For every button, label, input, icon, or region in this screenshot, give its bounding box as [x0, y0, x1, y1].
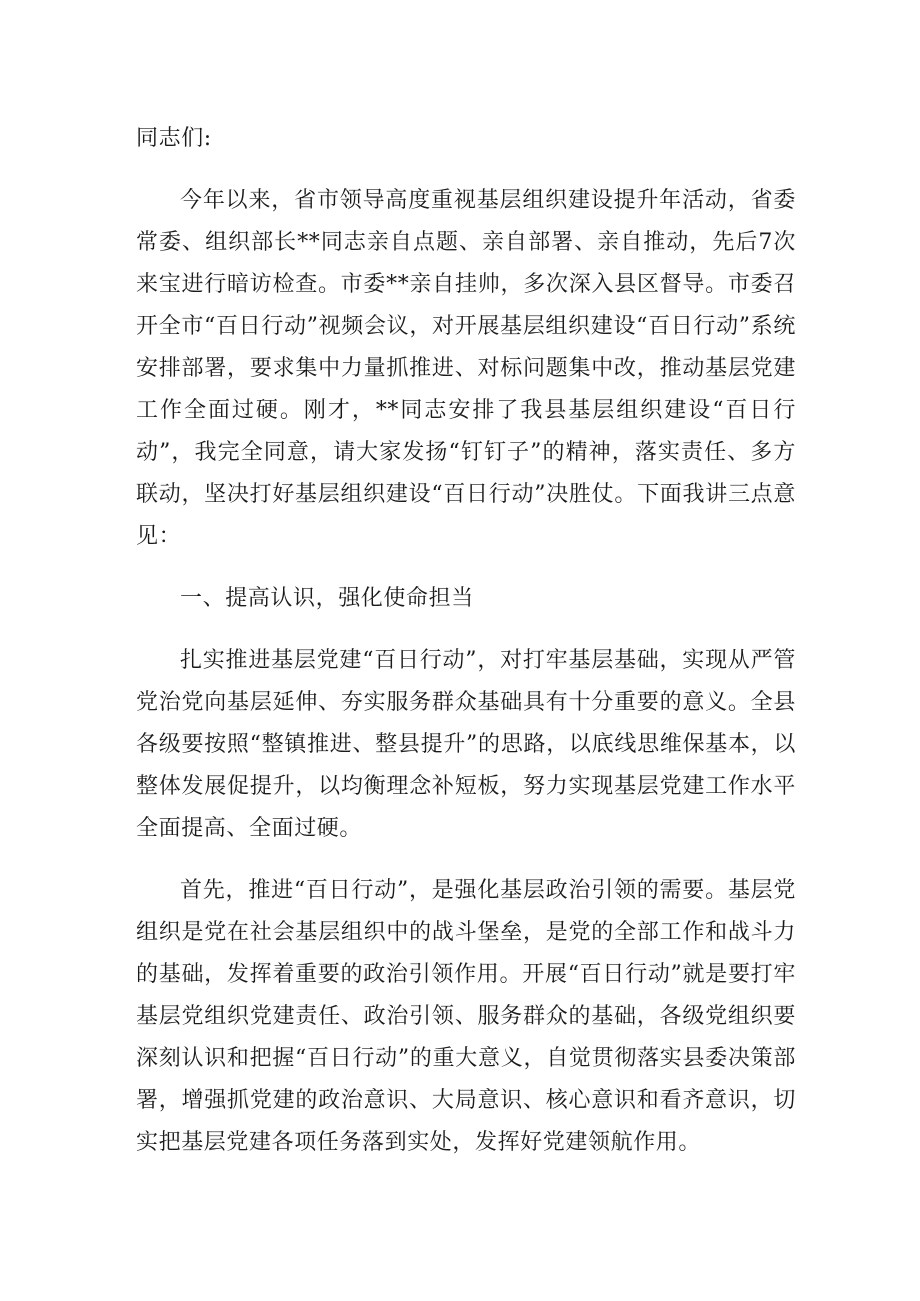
section-heading-1: 一、提高认识，强化使命担当 [180, 586, 474, 611]
greeting: 同志们: [136, 126, 212, 151]
paragraph-intro: 今年以来，省市领导高度重视基层组织建设提升年活动，省委常委、组织部长**同志亲自点题、亲自部署、亲自推动，先后7次来宝进行暗访检查。市委**亲自挂帅，多次深入县区督导。市委召开全市“百日行动”视频会议，对开展基层组织建设“百日行动”系统安排部署，要求集中力量抓推进、对标问题集中改，推动基层党建工作全面过硬。刚才，**同志安排了我县基层组织建设“百日行动”，我完全同意，请大家发扬“钉钉子”的精神，落实责任、多方联动，坚决打好基层组织建设“百日行动”决胜仗。下面我讲三点意见： [136, 188, 796, 549]
paragraph-first-point: 首先，推进“百日行动”，是强化基层政治引领的需要。基层党组织是党在社会基层组织中的战斗堡垒，是党的全部工作和战斗力的基础，发挥着重要的政治引领作用。开展“百日行动”就是要打牢基层党组织党建责任、政治引领、服务群众的基础，各级党组织要深刻认识和把握“百日行动”的重大意义，自觉贯彻落实县委决策部署，增强抓党建的政治意识、大局意识、核心意识和看齐意识，切实把基层党建各项任务落到实处，发挥好党建领航作用。 [136, 878, 796, 1155]
paragraph-section-1: 扎实推进基层党建“百日行动”，对打牢基层基础，实现从严管党治党向基层延伸、夯实服务群众基础具有十分重要的意义。全县各级要按照“整镇推进、整县提升”的思路，以底线思维保基本，以整体发展促提升，以均衡理念补短板，努力实现基层党建工作水平全面提高、全面过硬。 [136, 648, 796, 841]
document-body [136, 118, 796, 1164]
